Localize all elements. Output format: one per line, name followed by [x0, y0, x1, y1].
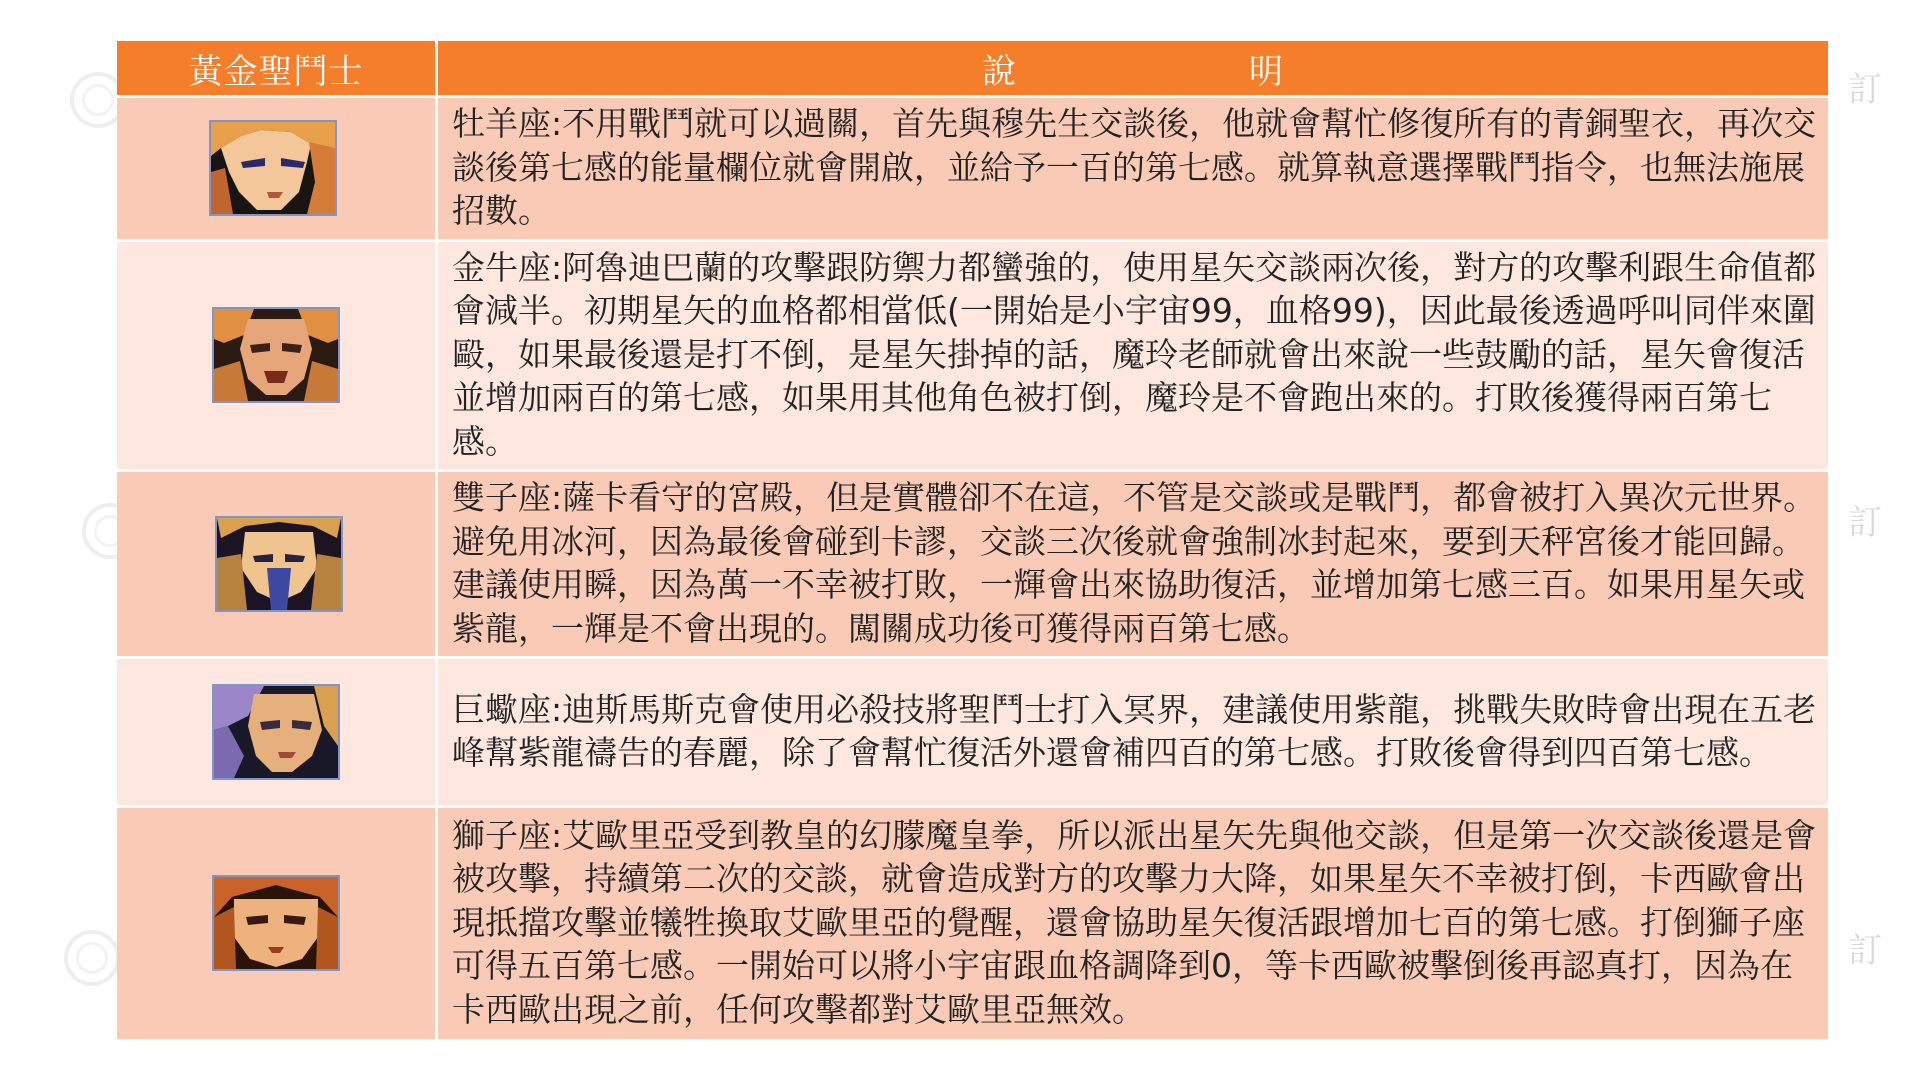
portrait-cell: [117, 97, 437, 241]
taurus-aldebaran-portrait-icon: [212, 307, 340, 403]
description-text: 巨蠍座:迪斯馬斯克會使用必殺技將聖鬥士打入冥界，建議使用紫龍，挑戰失敗時會出現在五老峰幫紫龍禱告的春麗，除了會幫忙復活外還會補四百的第七感。打敗後會得到四百第七感。: [437, 658, 1829, 807]
description-text: 牡羊座:不用戰鬥就可以過關，首先與穆先生交談後，他就會幫忙修復所有的青銅聖衣，再次交談後第七感的能量欄位就會開啟，並給予一百的第七感。就算執意選擇戰鬥指令，也無法施展招數。: [437, 97, 1829, 241]
table-row: [117, 471, 1828, 658]
portrait-cell: [117, 471, 437, 658]
description-text: 雙子座:薩卡看守的宮殿，但是實體卻不在這，不管是交談或是戰鬥，都會被打入異次元世界。避免用冰河，因為最後會碰到卡謬，交談三次後就會強制冰封起來，要到天秤宮後才能回歸。建議使用瞬，因為萬一不幸被打敗，一輝會出來協助復活，並增加第七感三百。如果用星矢或紫龍，一輝是不會出現的。闖關成功後可獲得兩百第七感。: [437, 471, 1829, 658]
right-edge-mark-3: 訂: [1848, 931, 1882, 971]
description-text: 獅子座:艾歐里亞受到教皇的幻朦魔皇拳，所以派出星矢先與他交談，但是第一次交談後還是會被攻擊，持續第二次的交談，就會造成對方的攻擊力大降，如果星矢不幸被打倒，卡西歐會出現抵擋攻擊並犧牲換取艾歐里亞的覺醒，還會協助星矢復活跟增加七百的第七感。打倒獅子座可得五百第七感。一開始可以將小宇宙跟血格調降到0，等卡西歐被擊倒後再認真打，因為在卡西歐出現之前，任何攻擊都對艾歐里亞無效。: [437, 807, 1829, 1039]
right-edge-mark-2: 訂: [1848, 503, 1882, 543]
header-description-left: 說: [982, 51, 1017, 92]
right-edge-mark-1: 訂: [1848, 70, 1882, 110]
description-text: 金牛座:阿魯迪巴蘭的攻擊跟防禦力都蠻強的，使用星矢交談兩次後，對方的攻擊利跟生命值都會減半。初期星矢的血格都相當低(一開始是小宇宙99，血格99)，因此最後透過呼叫同伴來圍毆，如果最後還是打不倒，是星矢掛掉的話，魔玲老師就會出來說一些鼓勵的話，星矢會復活並增加兩百的第七感，如果用其他角色被打倒，魔玲是不會跑出來的。打敗後獲得兩百第七感。: [437, 240, 1829, 471]
table-header-row: [117, 41, 1828, 97]
left-circle-mark-3: [64, 930, 120, 986]
leo-aiolia-portrait-icon: [212, 875, 340, 971]
table-row: [117, 97, 1828, 241]
table-row: [117, 658, 1828, 807]
cancer-deathmask-portrait-icon: [212, 684, 340, 780]
table-row: [117, 240, 1828, 471]
gold-saints-table: [117, 41, 1828, 1039]
table-row: [117, 807, 1828, 1039]
portrait-cell: [117, 807, 437, 1039]
header-description: [437, 41, 1829, 97]
portrait-cell: [117, 240, 437, 471]
header-gold-saint: 黃金聖鬥士: [117, 41, 437, 97]
aries-mu-portrait-icon: [209, 120, 337, 216]
gemini-saga-portrait-icon: [215, 516, 343, 612]
header-description-right: 明: [1249, 51, 1284, 92]
portrait-cell: [117, 658, 437, 807]
